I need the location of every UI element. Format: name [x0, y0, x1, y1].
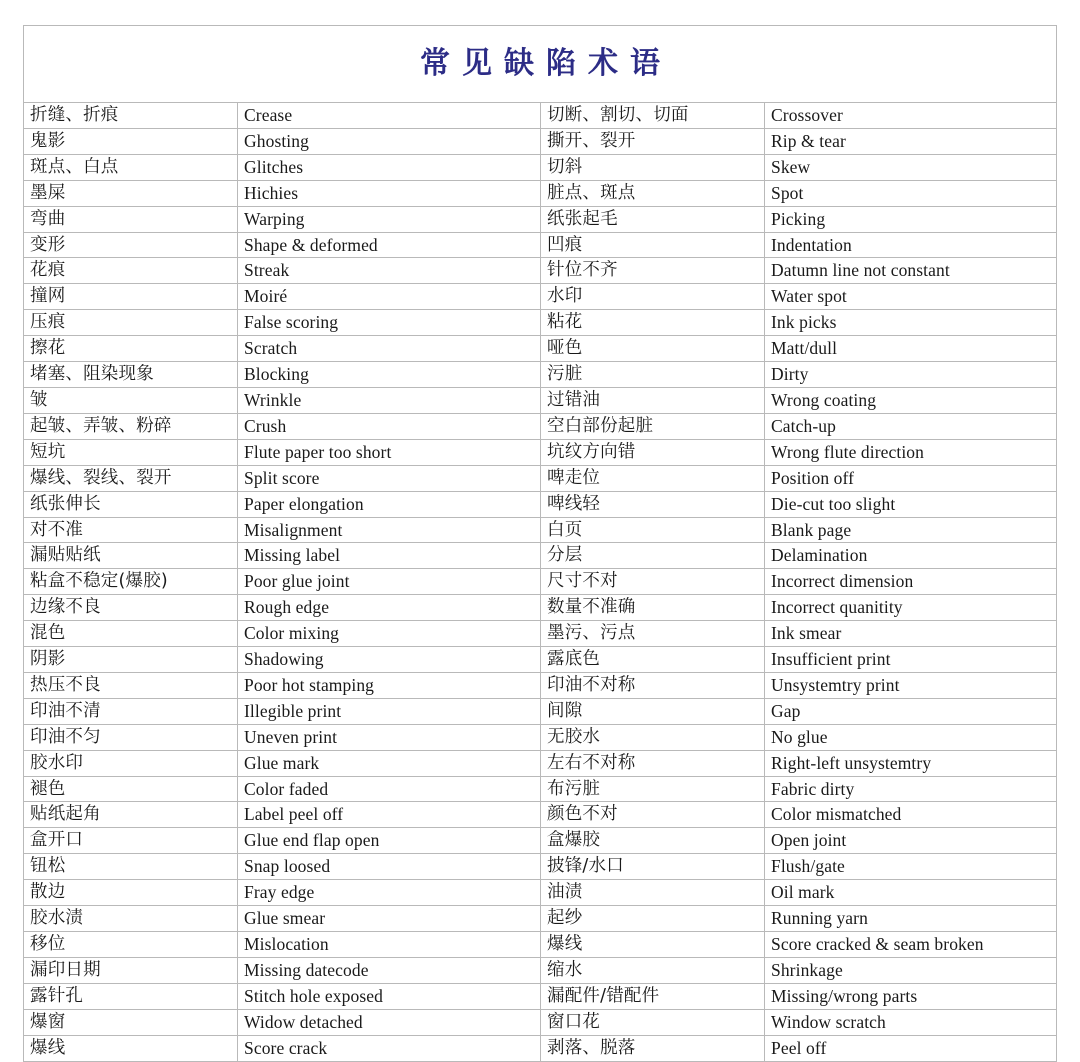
table-cell-en_b: Spot [765, 180, 1057, 206]
table-row [24, 336, 1057, 362]
table-cell-cn_a: 爆窗 [24, 1009, 238, 1035]
table-row [24, 621, 1057, 647]
table-cell-en_a: Paper elongation [238, 491, 541, 517]
table-cell-en_a: Shape & deformed [238, 232, 541, 258]
table-cell-en_a: Uneven print [238, 724, 541, 750]
table-row [24, 672, 1057, 698]
table-cell-en_b: Unsystemtry print [765, 672, 1057, 698]
table-cell-en_b: No glue [765, 724, 1057, 750]
table-cell-en_b: Missing/wrong parts [765, 983, 1057, 1009]
table-cell-en_a: Rough edge [238, 595, 541, 621]
table-row [24, 232, 1057, 258]
table-cell-en_a: Snap loosed [238, 854, 541, 880]
table-cell-en_b: Blank page [765, 517, 1057, 543]
table-cell-en_b: Running yarn [765, 906, 1057, 932]
table-cell-cn_b: 漏配件/错配件 [541, 983, 765, 1009]
table-cell-en_a: Stitch hole exposed [238, 983, 541, 1009]
table-cell-cn_a: 贴纸起角 [24, 802, 238, 828]
table-row [24, 724, 1057, 750]
table-row [24, 465, 1057, 491]
defect-terminology-table [23, 25, 1057, 1062]
table-row [24, 880, 1057, 906]
table-cell-cn_b: 露底色 [541, 647, 765, 673]
table-row [24, 387, 1057, 413]
table-cell-cn_b: 盒爆胶 [541, 828, 765, 854]
table-cell-cn_a: 起皱、弄皱、粉碎 [24, 413, 238, 439]
table-cell-en_b: Ink smear [765, 621, 1057, 647]
table-cell-en_a: Glue smear [238, 906, 541, 932]
table-row [24, 258, 1057, 284]
table-cell-en_a: Label peel off [238, 802, 541, 828]
table-cell-en_b: Peel off [765, 1035, 1057, 1061]
table-cell-en_a: Color faded [238, 776, 541, 802]
table-cell-cn_a: 盒开口 [24, 828, 238, 854]
table-cell-en_a: Missing datecode [238, 957, 541, 983]
table-row [24, 543, 1057, 569]
table-cell-cn_b: 水印 [541, 284, 765, 310]
table-row [24, 776, 1057, 802]
title-cell [24, 26, 1057, 103]
table-cell-en_a: Score crack [238, 1035, 541, 1061]
table-cell-cn_b: 切斜 [541, 154, 765, 180]
table-cell-cn_b: 切断、割切、切面 [541, 103, 765, 129]
table-cell-cn_a: 短坑 [24, 439, 238, 465]
table-row [24, 828, 1057, 854]
table-cell-en_a: Moiré [238, 284, 541, 310]
table-row [24, 1035, 1057, 1061]
table-cell-cn_b: 颜色不对 [541, 802, 765, 828]
table-cell-en_a: Glue mark [238, 750, 541, 776]
table-cell-cn_b: 间隙 [541, 698, 765, 724]
table-cell-cn_a: 印油不匀 [24, 724, 238, 750]
table-cell-cn_b: 空白部份起脏 [541, 413, 765, 439]
table-row [24, 154, 1057, 180]
table-cell-en_a: Wrinkle [238, 387, 541, 413]
table-cell-cn_b: 尺寸不对 [541, 569, 765, 595]
table-cell-en_a: Scratch [238, 336, 541, 362]
table-cell-cn_a: 露针孔 [24, 983, 238, 1009]
table-row [24, 854, 1057, 880]
table-cell-en_b: Gap [765, 698, 1057, 724]
table-cell-en_a: Color mixing [238, 621, 541, 647]
title-row [24, 26, 1057, 103]
table-cell-cn_b: 墨污、污点 [541, 621, 765, 647]
table-cell-cn_b: 撕开、裂开 [541, 128, 765, 154]
table-cell-cn_b: 缩水 [541, 957, 765, 983]
table-cell-cn_b: 布污脏 [541, 776, 765, 802]
table-cell-en_b: Delamination [765, 543, 1057, 569]
table-cell-en_b: Rip & tear [765, 128, 1057, 154]
table-cell-cn_a: 撞网 [24, 284, 238, 310]
table-cell-en_b: Water spot [765, 284, 1057, 310]
table-row [24, 128, 1057, 154]
table-cell-en_a: Fray edge [238, 880, 541, 906]
table-cell-en_a: Glitches [238, 154, 541, 180]
table-cell-cn_b: 坑纹方向错 [541, 439, 765, 465]
table-cell-en_a: Streak [238, 258, 541, 284]
table-cell-cn_b: 窗口花 [541, 1009, 765, 1035]
table-cell-en_b: Die-cut too slight [765, 491, 1057, 517]
table-cell-en_b: Picking [765, 206, 1057, 232]
table-cell-cn_a: 散边 [24, 880, 238, 906]
table-cell-en_a: Glue end flap open [238, 828, 541, 854]
table-cell-cn_a: 变形 [24, 232, 238, 258]
table-row [24, 491, 1057, 517]
table-cell-en_b: Wrong coating [765, 387, 1057, 413]
table-cell-cn_a: 漏印日期 [24, 957, 238, 983]
table-cell-cn_a: 纸张伸长 [24, 491, 238, 517]
table-row [24, 647, 1057, 673]
table-cell-en_b: Datumn line not constant [765, 258, 1057, 284]
table-cell-en_b: Incorrect quanitity [765, 595, 1057, 621]
table-cell-en_b: Oil mark [765, 880, 1057, 906]
table-cell-en_a: Mislocation [238, 932, 541, 958]
table-row [24, 750, 1057, 776]
table-cell-en_a: Hichies [238, 180, 541, 206]
table-row [24, 802, 1057, 828]
table-cell-en_a: Misalignment [238, 517, 541, 543]
table-row [24, 1009, 1057, 1035]
table-cell-en_a: Illegible print [238, 698, 541, 724]
table-cell-cn_a: 爆线 [24, 1035, 238, 1061]
table-cell-en_b: Wrong flute direction [765, 439, 1057, 465]
table-cell-en_b: Position off [765, 465, 1057, 491]
table-cell-en_b: Crossover [765, 103, 1057, 129]
table-cell-en_b: Color mismatched [765, 802, 1057, 828]
table-cell-cn_b: 剥落、脱落 [541, 1035, 765, 1061]
table-body [24, 26, 1057, 1062]
table-row [24, 569, 1057, 595]
table-cell-cn_a: 堵塞、阻染现象 [24, 362, 238, 388]
table-cell-en_b: Indentation [765, 232, 1057, 258]
table-cell-cn_b: 啤线轻 [541, 491, 765, 517]
table-row [24, 906, 1057, 932]
table-cell-cn_a: 折缝、折痕 [24, 103, 238, 129]
table-cell-cn_b: 啤走位 [541, 465, 765, 491]
table-row [24, 362, 1057, 388]
table-cell-en_b: Fabric dirty [765, 776, 1057, 802]
table-row [24, 180, 1057, 206]
page-title: 常见缺陷术语 [420, 47, 672, 80]
table-cell-cn_a: 斑点、白点 [24, 154, 238, 180]
table-cell-en_b: Shrinkage [765, 957, 1057, 983]
table-cell-cn_b: 污脏 [541, 362, 765, 388]
table-cell-cn_b: 分层 [541, 543, 765, 569]
table-cell-cn_a: 压痕 [24, 310, 238, 336]
table-cell-en_b: Ink picks [765, 310, 1057, 336]
table-row [24, 206, 1057, 232]
table-cell-cn_a: 褪色 [24, 776, 238, 802]
table-cell-cn_b: 爆线 [541, 932, 765, 958]
table-cell-cn_a: 鬼影 [24, 128, 238, 154]
table-cell-cn_a: 阴影 [24, 647, 238, 673]
table-cell-cn_b: 起纱 [541, 906, 765, 932]
defect-terminology-sheet [23, 25, 1056, 1062]
table-cell-en_b: Window scratch [765, 1009, 1057, 1035]
table-cell-cn_a: 混色 [24, 621, 238, 647]
table-cell-cn_a: 擦花 [24, 336, 238, 362]
table-row [24, 103, 1057, 129]
table-row [24, 595, 1057, 621]
table-cell-en_b: Open joint [765, 828, 1057, 854]
table-cell-cn_a: 热压不良 [24, 672, 238, 698]
table-cell-cn_a: 弯曲 [24, 206, 238, 232]
table-cell-cn_b: 数量不准确 [541, 595, 765, 621]
table-cell-cn_b: 无胶水 [541, 724, 765, 750]
table-row [24, 698, 1057, 724]
table-cell-cn_a: 胶水渍 [24, 906, 238, 932]
table-cell-cn_b: 针位不齐 [541, 258, 765, 284]
table-row [24, 932, 1057, 958]
table-cell-cn_b: 粘花 [541, 310, 765, 336]
table-cell-en_b: Matt/dull [765, 336, 1057, 362]
table-cell-cn_a: 墨屎 [24, 180, 238, 206]
table-cell-en_b: Skew [765, 154, 1057, 180]
table-cell-cn_a: 爆线、裂线、裂开 [24, 465, 238, 491]
table-cell-cn_b: 印油不对称 [541, 672, 765, 698]
table-cell-cn_a: 钮松 [24, 854, 238, 880]
table-cell-en_a: Split score [238, 465, 541, 491]
table-row [24, 957, 1057, 983]
table-cell-en_a: Blocking [238, 362, 541, 388]
table-cell-cn_b: 纸张起毛 [541, 206, 765, 232]
table-cell-en_b: Score cracked & seam broken [765, 932, 1057, 958]
table-row [24, 517, 1057, 543]
table-cell-cn_b: 过错油 [541, 387, 765, 413]
table-cell-en_a: Crush [238, 413, 541, 439]
table-cell-cn_b: 哑色 [541, 336, 765, 362]
table-cell-cn_b: 凹痕 [541, 232, 765, 258]
table-cell-en_b: Right-left unsystemtry [765, 750, 1057, 776]
table-cell-cn_a: 印油不清 [24, 698, 238, 724]
table-cell-en_a: Crease [238, 103, 541, 129]
table-cell-en_a: Shadowing [238, 647, 541, 673]
table-cell-cn_a: 皱 [24, 387, 238, 413]
table-cell-cn_a: 移位 [24, 932, 238, 958]
table-cell-en_b: Incorrect dimension [765, 569, 1057, 595]
table-cell-en_a: Missing label [238, 543, 541, 569]
table-cell-en_a: Warping [238, 206, 541, 232]
table-cell-en_a: Ghosting [238, 128, 541, 154]
table-cell-cn_b: 左右不对称 [541, 750, 765, 776]
table-cell-en_a: Flute paper too short [238, 439, 541, 465]
table-cell-en_a: Poor glue joint [238, 569, 541, 595]
table-row [24, 310, 1057, 336]
table-row [24, 983, 1057, 1009]
table-cell-en_a: False scoring [238, 310, 541, 336]
table-cell-en_b: Catch-up [765, 413, 1057, 439]
table-cell-cn_a: 花痕 [24, 258, 238, 284]
table-cell-en_b: Dirty [765, 362, 1057, 388]
table-cell-en_a: Poor hot stamping [238, 672, 541, 698]
table-cell-cn_a: 漏贴贴纸 [24, 543, 238, 569]
table-cell-en_b: Insufficient print [765, 647, 1057, 673]
table-cell-cn_a: 对不准 [24, 517, 238, 543]
table-cell-cn_b: 脏点、斑点 [541, 180, 765, 206]
table-cell-cn_a: 胶水印 [24, 750, 238, 776]
table-cell-cn_a: 边缘不良 [24, 595, 238, 621]
table-cell-cn_b: 白页 [541, 517, 765, 543]
table-cell-en_a: Widow detached [238, 1009, 541, 1035]
table-row [24, 439, 1057, 465]
table-cell-cn_a: 粘盒不稳定(爆胶) [24, 569, 238, 595]
table-cell-cn_b: 披锋/水口 [541, 854, 765, 880]
table-cell-en_b: Flush/gate [765, 854, 1057, 880]
table-row [24, 284, 1057, 310]
table-row [24, 413, 1057, 439]
table-cell-cn_b: 油渍 [541, 880, 765, 906]
